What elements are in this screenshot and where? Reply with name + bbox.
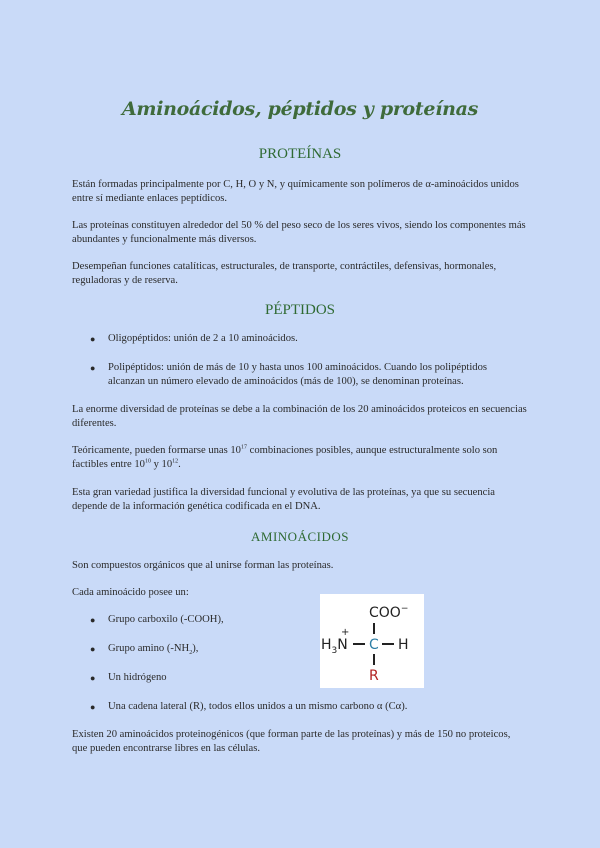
aminoacidos-paragraph-3: Existen 20 aminoácidos proteinogénicos (que forman parte de las proteínas) y más de 150 no proteicos, que pueden encontrarse libres en las células.	[72, 729, 511, 754]
bullet-icon: ●	[90, 673, 96, 683]
aminoacidos-paragraph-1: Son compuestos orgánicos que al unirse forman las proteínas.	[72, 560, 334, 571]
bullet-icon: ●	[90, 702, 96, 712]
peptidos-paragraph-2: Teóricamente, pueden formarse unas $10^{17}$ combinaciones posibles, aunque estructuralmente solo son factibles entre $10^{10}$ y $10^{12}$.	[72, 444, 498, 470]
bullet-icon: ●	[90, 334, 96, 344]
list-item-text: Polipéptidos: unión de más de 10 y hasta unos 100 aminoácidos. Cuando los polipéptidos alcanzan un número elevado de aminoácidos (más de 100), se denominan proteínas.	[108, 362, 487, 387]
bullet-icon: ●	[90, 615, 96, 625]
amino-charge: +	[341, 627, 350, 638]
heading-aminoacidos: AMINOÁCIDOS	[251, 529, 349, 544]
peptidos-paragraph-3: Esta gran variedad justifica la diversidad funcional y evolutiva de las proteínas, ya que su secuencia depende de la información genética codificada en el DNA.	[72, 487, 496, 512]
list-item-text: Una cadena lateral (R), todos ellos unidos a un mismo carbono α (Cα).	[108, 701, 408, 712]
peptidos-paragraph-1: La enorme diversidad de proteínas se debe a la combinación de los 20 aminoácidos proteicos en secuencias diferentes.	[72, 404, 527, 429]
proteinas-paragraph-2: Las proteínas constituyen alrededor del 50 % del peso seco de los seres vivos, siendo los componentes más abundantes y funcionalmente más diversos.	[72, 220, 526, 245]
proteinas-paragraph-3: Desempeñan funciones catalíticas, estructurales, de transporte, contráctiles, defensivas, hormonales, reguladoras y de reserva.	[72, 261, 497, 286]
heading-proteinas: PROTEÍNAS	[258, 146, 342, 162]
alpha-carbon-label: C	[369, 637, 379, 653]
carboxylate-label: COO−	[369, 604, 409, 621]
bullet-icon: ●	[90, 644, 96, 654]
side-chain-label: R	[369, 668, 379, 684]
bullet-icon: ●	[90, 363, 96, 373]
amino-group-label: $H_3N$	[321, 637, 348, 656]
amino-acid-structure-diagram	[320, 594, 424, 688]
list-item-text: Un hidrógeno	[108, 672, 167, 683]
aminoacidos-paragraph-2: Cada aminoácido posee un:	[72, 587, 189, 598]
list-item-text: Grupo carboxilo (-COOH),	[108, 614, 224, 625]
hydrogen-label: H	[398, 637, 409, 653]
amino-acid-structure-figure	[320, 594, 424, 688]
heading-peptidos: PÉPTIDOS	[264, 302, 335, 318]
document-title: Aminoácidos, péptidos y proteínas	[121, 98, 479, 120]
proteinas-paragraph-1: Están formadas principalmente por C, H, O y N, y químicamente son polímeros de α-aminoácidos unidos entre sí mediante enlaces peptídicos.	[72, 179, 519, 204]
list-item-text: Oligopéptidos: unión de 2 a 10 aminoácidos.	[108, 333, 298, 344]
list-item-text: Grupo amino $(-NH_2)$,	[108, 643, 199, 657]
